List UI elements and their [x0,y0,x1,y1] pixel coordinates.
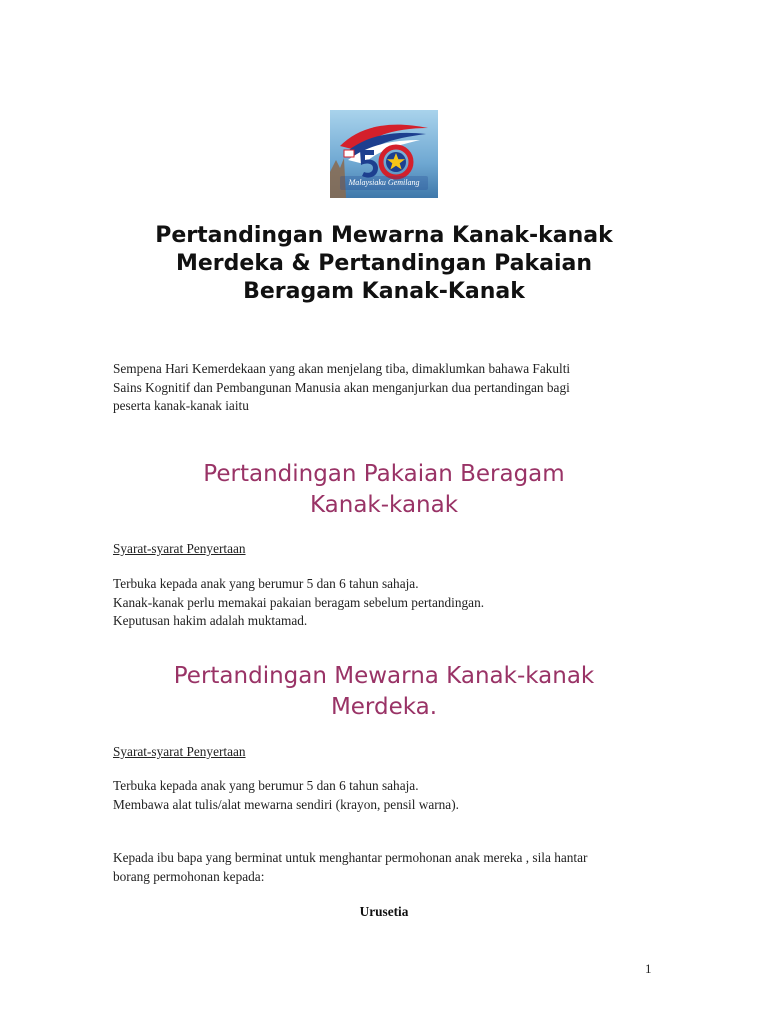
section2-heading-line: Merdeka. [330,694,438,720]
section2-heading [100,661,668,723]
logo-caption: Malaysiaku Gemilang [348,178,420,187]
intro-line: Sains Kognitif dan Pembangunan Manusia akan menganjurkan dua pertandingan bagi [113,379,570,395]
section2-subheading: Syarat-syarat Penyertaan [113,744,246,759]
section2-conditions [113,777,673,814]
title-line: Pertandingan Mewarna Kanak-kanak [155,223,613,248]
urusetia-label: Urusetia [359,904,409,919]
condition-item: Terbuka kepada anak yang berumur 5 dan 6 tahun sahaja. [113,778,419,793]
intro-line: Sempena Hari Kemerdekaan yang akan menjelang tiba, dimaklumkan bahawa Fakulti [113,361,571,376]
page-number: 1 [645,961,652,976]
condition-item: Terbuka kepada anak yang berumur 5 dan 6 tahun sahaja. [113,576,419,591]
closing-line: Kepada ibu bapa yang berminat untuk menghantar permohonan anak mereka , sila hantar [113,850,588,865]
closing-paragraph [113,849,673,886]
section2-heading-line: Pertandingan Mewarna Kanak-kanak [173,663,595,689]
merdeka-50-logo [330,110,438,198]
section1-heading-line: Kanak-kanak [309,492,459,518]
section1-heading [100,459,668,521]
intro-paragraph [113,360,673,416]
title-line: Beragam Kanak-Kanak [243,279,525,304]
section1-heading-line: Pertandingan Pakaian Beragam [203,461,565,487]
condition-item: Keputusan hakim adalah muktamad. [113,613,308,628]
section1-conditions [113,575,673,631]
condition-item: Membawa alat tulis/alat mewarna sendiri (krayon, pensil warna). [113,796,459,812]
document-title [100,222,668,306]
condition-item: Kanak-kanak perlu memakai pakaian beragam sebelum pertandingan. [113,594,485,610]
title-line: Merdeka & Pertandingan Pakaian [175,251,592,276]
closing-line: borang permohonan kepada: [113,868,265,884]
section1-subheading: Syarat-syarat Penyertaan [113,541,246,556]
intro-line: peserta kanak-kanak iaitu [113,398,249,413]
